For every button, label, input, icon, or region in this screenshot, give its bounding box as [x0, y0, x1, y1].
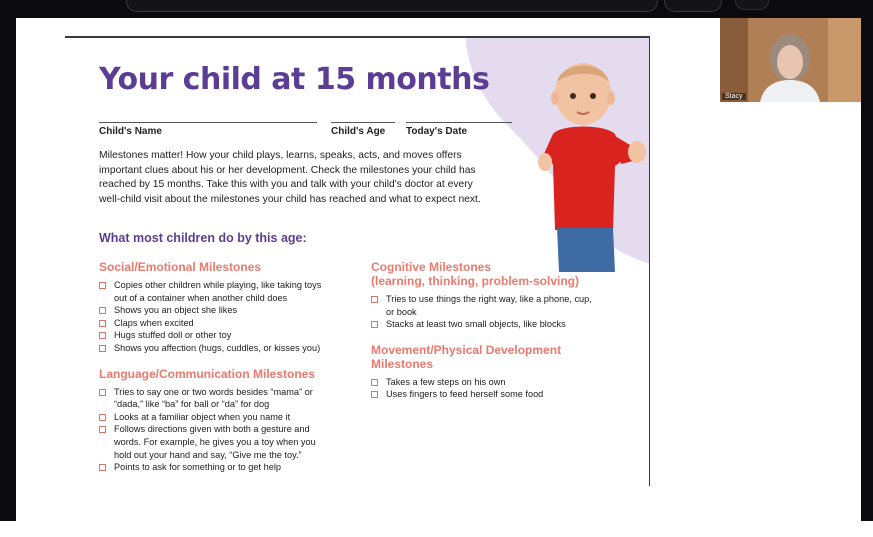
milestone-item: Takes a few steps on his own: [371, 376, 611, 389]
todays-date-field: Today's Date: [406, 122, 512, 137]
milestone-item: Looks at a familiar object when you name it: [99, 411, 339, 424]
checkbox[interactable]: [371, 296, 378, 303]
checkbox[interactable]: [99, 414, 106, 421]
checkbox[interactable]: [99, 307, 106, 314]
checkbox[interactable]: [99, 332, 106, 339]
checkbox[interactable]: [371, 321, 378, 328]
movement-physical-heading: Movement/Physical Development Milestones: [371, 342, 562, 371]
right-column: [371, 260, 611, 401]
section-heading: What most children do by this age:: [99, 231, 307, 245]
checkbox[interactable]: [99, 464, 106, 471]
checkbox[interactable]: [99, 320, 106, 327]
movement-physical-list: [371, 376, 611, 401]
milestone-item: Uses fingers to feed herself some food: [371, 388, 611, 401]
milestone-item: Shows you an object she likes: [99, 304, 339, 317]
checkbox[interactable]: [99, 345, 106, 352]
left-column: [99, 260, 339, 474]
milestone-document: [65, 36, 650, 486]
childs-age-field: Child's Age: [331, 122, 395, 137]
language-communication-list: [99, 386, 339, 474]
meeting-status-indicator[interactable]: [735, 0, 769, 10]
milestone-item: Copies other children while playing, like taking toys out of a container when another child does: [99, 279, 339, 304]
milestone-item: Hugs stuffed doll or other toy: [99, 329, 339, 342]
cognitive-list: [371, 293, 611, 331]
checkbox[interactable]: [371, 379, 378, 386]
document-title: Your child at 15 months: [99, 62, 490, 97]
milestone-item: Tries to say one or two words besides “mama” or “dada,” like “ba” for ball or “da” for dog: [99, 386, 339, 411]
participant-name: Stacy: [722, 93, 746, 100]
meeting-toolbar: [0, 0, 873, 18]
bottom-bar: [0, 521, 873, 537]
childs-name-field: Child's Name: [99, 122, 317, 137]
milestone-item: Tries to use things the right way, like a phone, cup, or book: [371, 293, 611, 318]
cognitive-heading: Cognitive Milestones (learning, thinking, problem-solving): [371, 260, 580, 288]
participant-video-tile[interactable]: [720, 18, 861, 102]
language-communication-heading: Language/Communication Milestones: [99, 366, 316, 381]
baby-photo: [531, 52, 650, 272]
participant-video: [720, 18, 861, 102]
meeting-control-button[interactable]: [664, 0, 722, 12]
checkbox[interactable]: [371, 391, 378, 398]
checkbox[interactable]: [99, 389, 106, 396]
meeting-control-bar[interactable]: [126, 0, 658, 12]
social-emotional-heading: Social/Emotional Milestones: [99, 260, 262, 274]
milestone-item: Points to ask for something or to get help: [99, 461, 339, 474]
checkbox[interactable]: [99, 282, 106, 289]
milestone-item: Shows you affection (hugs, cuddles, or kisses you): [99, 342, 339, 355]
social-emotional-list: [99, 279, 339, 355]
milestone-item: Claps when excited: [99, 317, 339, 330]
milestone-item: Stacks at least two small objects, like blocks: [371, 318, 611, 331]
intro-paragraph: Milestones matter! How your child plays, learns, speaks, acts, and moves offers important clues about his or her development. Check the milestones your child has reached by 15 months. Take this with you and talk with your child's doctor at every well-child visit about the milestones your child has reached and what to expect next.: [99, 150, 481, 205]
checkbox[interactable]: [99, 426, 106, 433]
milestone-item: Follows directions given with both a gesture and words. For example, he gives you a toy when you hold out your hand and say, “Give me the toy.”: [99, 423, 339, 461]
